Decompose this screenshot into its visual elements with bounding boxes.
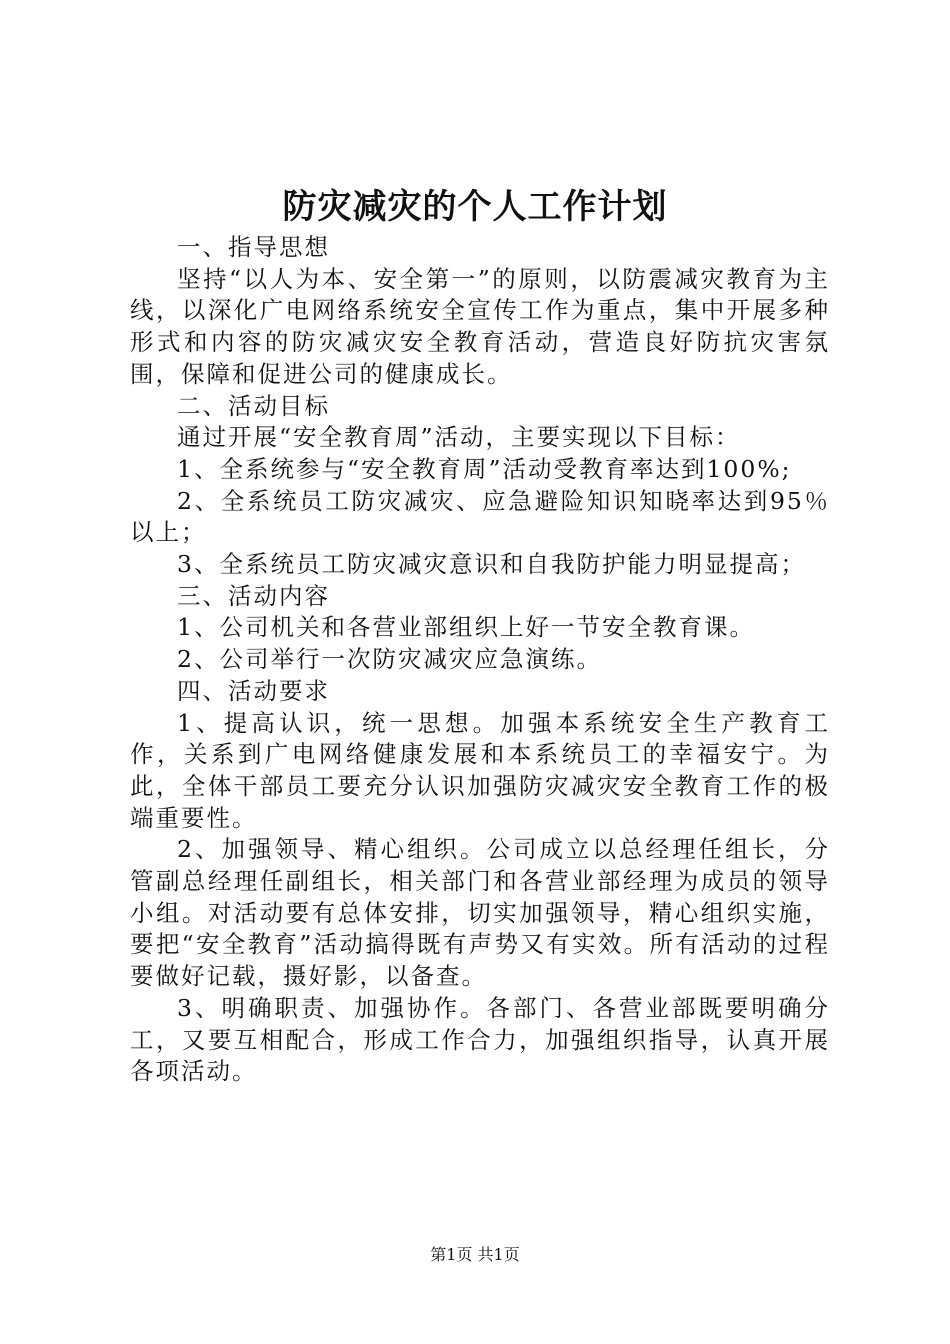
goal-item-3: 3、全系统员工防灾减灾意识和自我防护能力明显提高；: [177, 550, 806, 579]
goal-item-2: 2、全系统员工防灾减灾、应急避险知识知晓率达到95％以上；: [130, 486, 830, 547]
paragraph-guiding-ideology: 坚持“以人为本、安全第一”的原则，以防震减灾教育为主线，以深化广电网络系统安全宣传工作为重点，集中开展多种形式和内容的防灾减灾安全教育活动，营造良好防抗灾害氛围，保障和促进公司的健康成长。: [130, 264, 830, 388]
goal-item-1: 1、全系统参与“安全教育周”活动受教育率达到100%;: [177, 454, 792, 483]
heading-guiding-ideology: 一、指导思想: [177, 233, 330, 261]
heading-activity-goals: 二、活动目标: [177, 391, 330, 420]
document-title: 防灾减灾的个人工作计划: [282, 187, 668, 227]
heading-activity-requirements: 四、活动要求: [177, 676, 330, 705]
requirement-item-3: 3、明确职责、加强协作。各部门、各营业部既要明确分工，又要互相配合，形成工作合力，加强组织指导，认真开展各项活动。: [130, 993, 830, 1086]
content-item-2: 2、公司举行一次防灾减灾应急演练。: [177, 645, 602, 674]
requirement-item-2: 2、加强领导、精心组织。公司成立以总经理任组长，分管副总经理任副组长，相关部门和各营业部经理为成员的领导小组。对活动要有总体安排，切实加强领导，精心组织实施，要把“安全教育”活动搞得既有声势又有实效。所有活动的过程要做好记载，摄好影，以备查。: [130, 835, 830, 991]
page-footer: 第1页 共1页: [430, 1245, 520, 1264]
content-item-1: 1、公司机关和各营业部组织上好一节安全教育课。: [177, 613, 755, 642]
paragraph-goals-intro: 通过开展“安全教育周”活动，主要实现以下目标：: [177, 423, 741, 452]
heading-activity-content: 三、活动内容: [177, 581, 330, 610]
document-body: [130, 232, 830, 1088]
requirement-item-1: 1、提高认识，统一思想。加强本系统安全生产教育工作，关系到广电网络健康发展和本系统员工的幸福安宁。为此，全体干部员工要充分认识加强防灾减灾安全教育工作的极端重要性。: [130, 708, 830, 832]
